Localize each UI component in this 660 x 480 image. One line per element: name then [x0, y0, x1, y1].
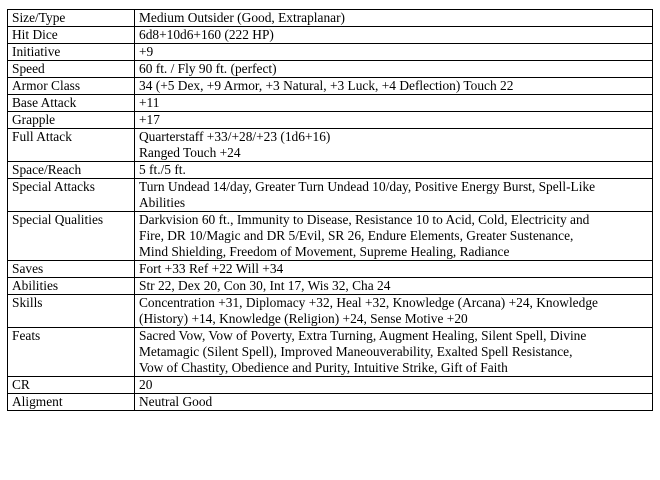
- stat-block-body: [8, 10, 653, 411]
- stat-block-table: [7, 9, 653, 411]
- row-label: Grapple: [8, 112, 135, 129]
- stat-row-grapple: [8, 112, 653, 129]
- row-label: Size/Type: [8, 10, 135, 27]
- row-label: Feats: [8, 328, 135, 377]
- stat-row-speed: [8, 61, 653, 78]
- row-value: Fort +33 Ref +22 Will +34: [135, 261, 653, 278]
- row-value: Neutral Good: [135, 394, 653, 411]
- row-value: Quarterstaff +33/+28/+23 (1d6+16) Ranged Touch +24: [135, 129, 653, 162]
- row-label: Saves: [8, 261, 135, 278]
- stat-row-full-attack: [8, 129, 653, 162]
- stat-row-base-attack: [8, 95, 653, 112]
- row-value: Sacred Vow, Vow of Poverty, Extra Turning, Augment Healing, Silent Spell, Divine Metamagic (Silent Spell), Improved Maneouverability, Exalted Spell Resistance, Vow of Chastity, Obedience and Purity, Intuitive Strike, Gift of Faith: [135, 328, 653, 377]
- row-label: Special Qualities: [8, 212, 135, 261]
- row-label: Abilities: [8, 278, 135, 295]
- row-label: Initiative: [8, 44, 135, 61]
- stat-row-saves: [8, 261, 653, 278]
- stat-row-size-type: [8, 10, 653, 27]
- row-value: Str 22, Dex 20, Con 30, Int 17, Wis 32, Cha 24: [135, 278, 653, 295]
- row-value: +17: [135, 112, 653, 129]
- row-value: 5 ft./5 ft.: [135, 162, 653, 179]
- row-label: Speed: [8, 61, 135, 78]
- row-label: Skills: [8, 295, 135, 328]
- row-value: 34 (+5 Dex, +9 Armor, +3 Natural, +3 Luck, +4 Deflection) Touch 22: [135, 78, 653, 95]
- row-label: Special Attacks: [8, 179, 135, 212]
- row-value: 20: [135, 377, 653, 394]
- stat-row-armor-class: [8, 78, 653, 95]
- stat-row-feats: [8, 328, 653, 377]
- row-label: CR: [8, 377, 135, 394]
- row-value: +11: [135, 95, 653, 112]
- stat-row-initiative: [8, 44, 653, 61]
- row-value: 60 ft. / Fly 90 ft. (perfect): [135, 61, 653, 78]
- stat-row-special-attacks: [8, 179, 653, 212]
- stat-row-alignment: [8, 394, 653, 411]
- row-label: Armor Class: [8, 78, 135, 95]
- stat-row-abilities: [8, 278, 653, 295]
- row-value: Medium Outsider (Good, Extraplanar): [135, 10, 653, 27]
- stat-row-cr: [8, 377, 653, 394]
- row-label: Hit Dice: [8, 27, 135, 44]
- row-value: 6d8+10d6+160 (222 HP): [135, 27, 653, 44]
- stat-row-skills: [8, 295, 653, 328]
- row-label: Aligment: [8, 394, 135, 411]
- stat-row-hit-dice: [8, 27, 653, 44]
- row-value: +9: [135, 44, 653, 61]
- row-label: Base Attack: [8, 95, 135, 112]
- row-value: Turn Undead 14/day, Greater Turn Undead 10/day, Positive Energy Burst, Spell-Like Abilities: [135, 179, 653, 212]
- row-label: Space/Reach: [8, 162, 135, 179]
- row-label: Full Attack: [8, 129, 135, 162]
- row-value: Concentration +31, Diplomacy +32, Heal +32, Knowledge (Arcana) +24, Knowledge (History) +14, Knowledge (Religion) +24, Sense Motive +20: [135, 295, 653, 328]
- row-value: Darkvision 60 ft., Immunity to Disease, Resistance 10 to Acid, Cold, Electricity and Fire, DR 10/Magic and DR 5/Evil, SR 26, Endure Elements, Greater Sustenance, Mind Shielding, Freedom of Movement, Supreme Healing, Radiance: [135, 212, 653, 261]
- stat-row-space-reach: [8, 162, 653, 179]
- stat-row-special-qualities: [8, 212, 653, 261]
